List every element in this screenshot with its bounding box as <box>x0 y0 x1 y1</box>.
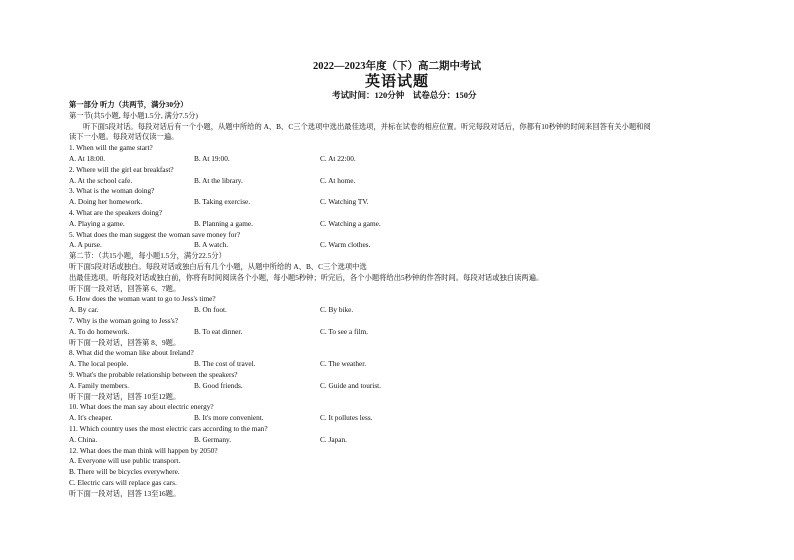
exam-body <box>69 100 729 499</box>
option-a: A. At 18:00. <box>69 153 106 163</box>
option-a: A. At the school cafe. <box>69 175 133 185</box>
option-b: B. Good friends. <box>194 380 243 390</box>
dialogue-lead: 听下面一段对话，回答第 6、7题。 <box>69 283 181 293</box>
answer-options <box>69 359 729 370</box>
part1-heading: 第一部分 听力（共两节，满分30分） <box>69 100 188 109</box>
section1-instructions: 听下面5段对话。每段对话后有一个小题，从题中所给的 A、B、C三个选项中选出最佳选项，并标在试卷的相应位置。听完每段对话后，你都有10秒钟的时间来回答有关小题和阅 <box>83 121 651 131</box>
exam-title: 2022—2023年度（下）高二期中考试 <box>313 61 481 72</box>
option-b: B. The cost of travel. <box>194 359 256 369</box>
answer-options <box>69 435 729 446</box>
question-stem: 4. What are the speakers doing? <box>69 207 163 217</box>
option-a: A. Everyone will use public transport. <box>69 456 181 466</box>
option-c: C. By bike. <box>320 305 354 315</box>
option-b: B. At 19:00. <box>194 153 230 163</box>
question-stem: 9. What's the probable relationship between the speakers? <box>69 369 238 379</box>
answer-options <box>69 219 729 230</box>
option-c: C. Electric cars will replace gas cars. <box>69 477 177 487</box>
option-a: A. The local people. <box>69 359 129 369</box>
question-stem: 6. How does the woman want to go to Jess's time? <box>69 294 216 304</box>
option-c: C. It pollutes less. <box>320 413 373 423</box>
option-b: B. It's more convenient. <box>194 413 264 423</box>
total-score: 试卷总分：150分 <box>412 90 477 100</box>
option-b: B. Taking exercise. <box>194 197 251 207</box>
option-a: A. By car. <box>69 305 99 315</box>
option-a: A. A purse. <box>69 240 102 250</box>
option-c: C. At home. <box>320 175 356 185</box>
question-stem: 12. What does the man think will happen by 2050? <box>69 445 218 455</box>
section1-heading: 第一节(共5小题, 每小题1.5分, 满分7.5分) <box>69 110 198 120</box>
answer-options <box>69 413 729 424</box>
section1-instructions-cont: 读下一小题。每段对话仅读一遍。 <box>69 132 179 142</box>
option-a: A. Playing a game. <box>69 218 125 228</box>
answer-options <box>69 176 729 187</box>
option-a: A. China. <box>69 434 98 444</box>
option-c: C. Guide and tourist. <box>320 380 382 390</box>
dialogue-lead: 听下面一段对话，回答 13至16题。 <box>69 488 181 498</box>
option-b: B. To eat dinner. <box>194 326 243 336</box>
option-c: C. Japan. <box>320 434 347 444</box>
question-stem: 3. What is the woman doing? <box>69 186 155 196</box>
question-stem: 7. Why is the woman going to Jess's? <box>69 315 179 325</box>
option-a: A. Doing her homework. <box>69 197 143 207</box>
option-b: B. Planning a game. <box>194 218 253 228</box>
subject-title: 英语试题 <box>364 74 429 90</box>
question-stem: 8. What did the woman like about Ireland? <box>69 348 194 358</box>
answer-options <box>69 305 729 316</box>
option-c: C. Watching a game. <box>320 218 381 228</box>
option-b: B. There will be bicycles everywhere. <box>69 467 180 477</box>
dialogue-lead: 听下面一段对话，回答第 8、9题。 <box>69 337 181 347</box>
option-c: C. The weather. <box>320 359 367 369</box>
option-c: C. Watching TV. <box>320 197 369 207</box>
answer-options <box>69 240 729 251</box>
option-a: A. To do homework. <box>69 326 130 336</box>
option-a: A. It's cheaper. <box>69 413 113 423</box>
option-c: C. Warm clothes. <box>320 240 371 250</box>
dialogue-lead: 听下面一段对话，回答 10至12题。 <box>69 391 181 401</box>
option-c: C. At 22:00. <box>320 153 356 163</box>
question-stem: 11. Which country uses the most electric cars according to the man? <box>69 423 268 433</box>
option-b: B. On foot. <box>194 305 227 315</box>
question-stem: 5. What does the man suggest the woman save money for? <box>69 229 241 239</box>
section2-instructions-cont: 出最佳选项。听每段对话或独白前，你将有时间阅读各个小题，每小题5秒钟；听完后，各个小题将给出5秒钟的作答时间。每段对话或独白读两遍。 <box>69 272 544 282</box>
answer-options <box>69 381 729 392</box>
question-stem: 1. When will the game start? <box>69 143 153 153</box>
option-b: B. Germany. <box>194 434 232 444</box>
option-b: B. At the library. <box>194 175 243 185</box>
answer-options <box>69 154 729 165</box>
section2-instructions: 听下面5段对话或独白。每段对话或独白后有几个小题，从题中所给的 A、B、C三个选项中选 <box>69 261 367 271</box>
question-stem: 2. Where will the girl eat breakfast? <box>69 164 174 174</box>
option-a: A. Family members. <box>69 380 129 390</box>
option-b: B. A watch. <box>194 240 229 250</box>
question-stem: 10. What does the man say about electric energy? <box>69 402 214 412</box>
exam-time: 考试时间：120分钟 <box>332 90 405 100</box>
option-c: C. To see a film. <box>320 326 368 336</box>
answer-options <box>69 327 729 338</box>
section2-heading: 第二节：（共15小题，每小题1.5分，满分22.5分） <box>69 251 226 261</box>
answer-options <box>69 197 729 208</box>
